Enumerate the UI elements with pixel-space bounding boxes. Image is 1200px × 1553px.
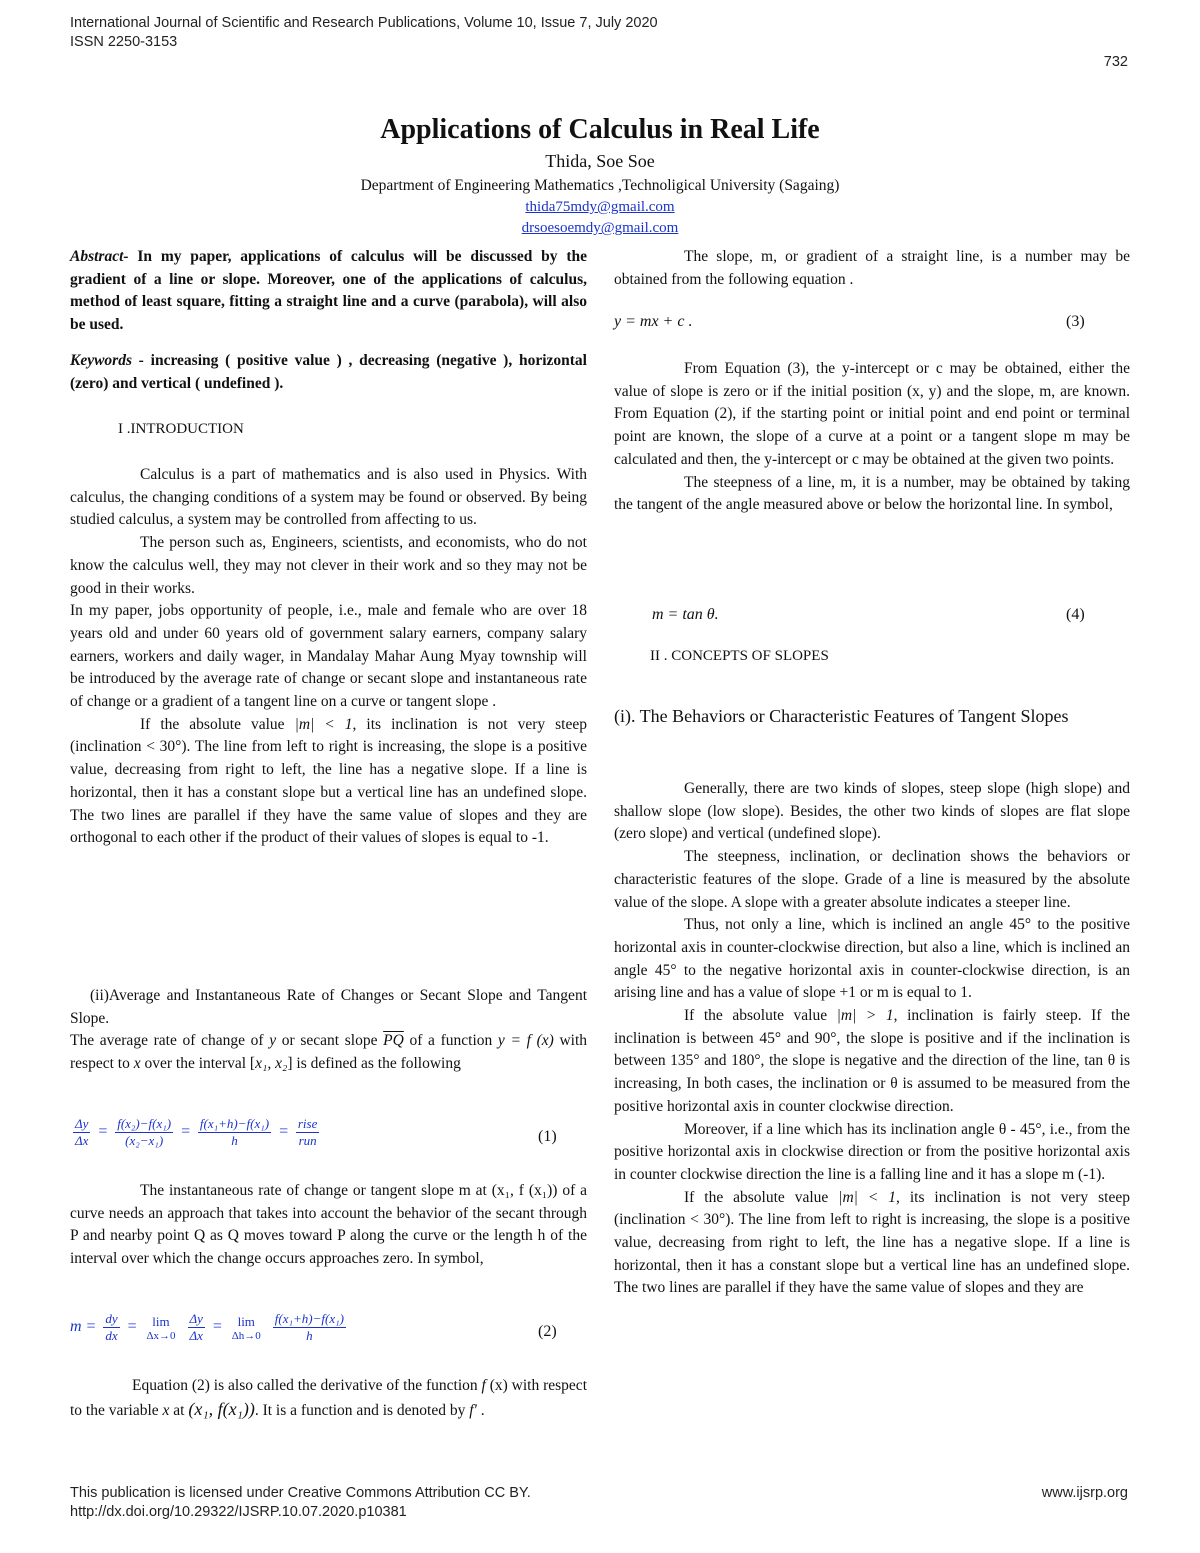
eq-number-4: (4) xyxy=(1066,606,1085,623)
keywords-text: increasing ( positive value ) , decreasing (negative ), horizontal (zero) and vertical ( undefined ). xyxy=(70,352,587,392)
section-average: (ii)Average and Instantaneous Rate of Changes or Secant Slope and Tangent Slope. xyxy=(70,987,587,1027)
instantaneous-paragraph xyxy=(70,1180,587,1271)
intro-paragraph-3: In my paper, jobs opportunity of people, i.e., male and female who are over 18 years old and under 60 years old of government salary earners, company salary earners, workers and daily wager, in Mandalay Mahar Aung Myay township will be introduced by the average rate of change or secant slope and instantaneous rate of change or a gradient of a tangent line on a curve or tangent slope . xyxy=(70,602,587,711)
p4-end: , its inclination is not very steep (inclination < 30°). The line from left to right is increasing, the slope is a positive value, decreasing from right to left, the line has a negative slope. If a line is horizontal, then it has a constant slope but a vertical line has an undefined slope. The two lines are parallel if they have the same value of slopes and they are orthogonal to each other if the product of their values of slopes is equal to -1. xyxy=(70,715,587,847)
r7-b: , inclination is fairly steep. If the inclination is between 45° and 90°, the slope is positive and if the inclination is between 135° and 180°, the slope is negative and the direction of the line, tan θ is increasing, In both cases, the inclination or θ is assumed to be measured from the positive horizontal axis in counter clockwise direction. xyxy=(614,1007,1130,1115)
equation-4: m = tan θ. xyxy=(652,606,719,623)
derivative-paragraph xyxy=(70,1375,587,1422)
eq2-lim1-sub: Δx→0 xyxy=(146,1329,176,1342)
abstract xyxy=(70,246,587,337)
var-fx: y = f (x) xyxy=(497,1032,554,1050)
abstract-text: In my paper, applications of calculus will be discussed by the gradient of a line or slope. Moreover, one of the applications of calculus, method of least square, fitting a straight line and a curve (parabola), will also be used. xyxy=(70,248,587,334)
var-fprime: f′ xyxy=(469,1401,477,1419)
r1: The slope, m, or gradient of a straight line, is a number may be obtained from the following equation . xyxy=(614,248,1130,288)
paper-title: Applications of Calculus in Real Life xyxy=(380,114,820,145)
p6: The instantaneous rate of change or tangent slope m at (x₁, f (x₁)) of a curve needs an approach that takes into account the behavior of the secant through P and nearby point Q as Q moves toward P along the curve or the length h of the interval over which the change occurs approaches zero. In symbol, xyxy=(70,1182,587,1268)
section-concepts-of-slopes: II . CONCEPTS OF SLOPES xyxy=(650,648,829,664)
r9-a: If the absolute value xyxy=(684,1188,839,1206)
email-link-2[interactable]: drsoesoemdy@gmail.com xyxy=(521,220,679,236)
p5-e: over the interval [ xyxy=(140,1055,256,1073)
section-behaviors: (i). The Behaviors or Characteristic Features of Tangent Slopes xyxy=(614,706,1069,726)
authors: Thida, Soe Soe xyxy=(545,151,655,171)
keywords xyxy=(70,350,587,395)
page-number: 732 xyxy=(1103,54,1128,70)
abs-m-gt1: |m| > 1 xyxy=(836,1007,894,1025)
email-1-line xyxy=(0,199,1200,216)
r4: Generally, there are two kinds of slopes, steep slope (high slope) and shallow slope (low slope). Besides, the other two kinds of slopes are flat slope (zero slope) and vertical (undefined slope). xyxy=(614,780,1130,843)
eq1-den-3: h xyxy=(231,1133,238,1148)
email-2-line xyxy=(0,220,1200,237)
p4-start: If the absolute value xyxy=(140,715,295,733)
p5-d: with respect to xyxy=(70,1032,588,1073)
eq2-dx: dx xyxy=(105,1328,118,1343)
p7: Equation (2) is also called the derivative of the function f (x) with respect to the variable x at (x₁, f(x₁)). It is a function and is denoted by f′ . xyxy=(70,1377,587,1419)
intro-body xyxy=(70,464,587,850)
equation-1: $\frac{\Delta y}{\Delta x}$ = $\frac{\text{f(x₂)−f(x₁)}}{\text{(x₂−x₁)}}$ = $\frac{\text{f(x₁+h)−f(x₁)}}{h}$ = $\frac{\text{rise}}{\text{run}}$ xyxy=(75,1116,318,1148)
eq1-den-run: run xyxy=(298,1133,317,1148)
average-rate-section xyxy=(70,985,587,1076)
p7-d: . It is a function and is denoted by xyxy=(254,1401,470,1419)
y-intercept-paragraph xyxy=(614,358,1130,517)
abs-m-lt1-2: |m| < 1 xyxy=(838,1188,897,1206)
average-paragraph xyxy=(70,1030,587,1075)
var-y: y xyxy=(269,1032,277,1050)
p7-c: at xyxy=(169,1401,189,1419)
p5-a: The average rate of change of xyxy=(70,1032,270,1050)
eq2-dy2: Δy xyxy=(189,1311,203,1326)
var-f: f xyxy=(481,1377,486,1394)
eq1-num-dy: Δy xyxy=(75,1116,89,1131)
equation-3: y = mx + c . xyxy=(614,313,693,330)
eq-number-1: (1) xyxy=(538,1128,557,1145)
var-point: (x₁, f(x₁)) xyxy=(188,1398,255,1419)
section-introduction: I .INTRODUCTION xyxy=(118,421,244,437)
intro-paragraph-1: Calculus is a part of mathematics and is also used in Physics. With calculus, the changing conditions of a system may be found or observed. By being studied calculus, a system may be controlled from affecting to us. xyxy=(70,466,587,529)
keywords-label: Keywords - xyxy=(70,352,144,369)
var-pq: $\overline{PQ}$ xyxy=(383,1032,404,1050)
intro-paragraph-4 xyxy=(70,714,587,850)
equation-2: m = $\frac{dy}{dx}$ = lim Δx→0 $\frac{\Delta y}{\Delta x}$ = lim Δh→0 $\frac{\text{f(x₁+h)−f(x₁)}}{h}$ xyxy=(70,1311,344,1343)
eq2-m: m = xyxy=(70,1318,97,1336)
var-x-2: x xyxy=(162,1401,170,1419)
intro-paragraph-2: The person such as, Engineers, scientists, and economists, who do not know the calculus well, they may not clever in their work and so they may not be good in their works. xyxy=(70,534,587,597)
r5: The steepness, inclination, or declination shows the behaviors or characteristic features of the slope. Grade of a line is measured by the absolute value of the slope. A slope with a greater absolute indicates a steeper line. xyxy=(614,848,1130,911)
eq2-dx2: Δx xyxy=(189,1328,203,1343)
eq-number-3: (3) xyxy=(1066,313,1085,330)
behaviors-body xyxy=(614,778,1130,1300)
var-interval: x₁, x₂ xyxy=(255,1055,288,1073)
footer-license xyxy=(70,1484,531,1522)
email-link-1[interactable]: thida75mdy@gmail.com xyxy=(525,199,675,215)
eq2-lim2-sub: Δh→0 xyxy=(231,1329,261,1342)
eq1-num-2: f(x₂)−f(x₁) xyxy=(117,1116,172,1131)
abs-m-lt1: |m| < 1 xyxy=(294,715,353,733)
eq1-num-rise: rise xyxy=(297,1116,318,1131)
p5-c: of a function xyxy=(403,1032,498,1050)
p5-b: or secant slope xyxy=(276,1032,384,1050)
r9 xyxy=(614,1187,1130,1301)
p5-f: ] is defined as the following xyxy=(287,1055,461,1073)
journal-header xyxy=(70,14,658,52)
r8: Moreover, if a line which has its inclination angle θ - 45°, i.e., from the positive horizontal axis in clockwise direction or from the positive horizontal axis in counter clockwise direction the line is a falling line and it has a slope m (-1). xyxy=(614,1120,1130,1183)
department: Department of Engineering Mathematics ,Technoligical University (Sagaing) xyxy=(360,177,840,194)
eq2-den3: h xyxy=(306,1328,313,1343)
p7-a: Equation (2) is also called the derivative of the function xyxy=(132,1377,482,1394)
p7-b: (x) with respect to the variable xyxy=(70,1377,587,1419)
slope-definition xyxy=(614,246,1130,291)
journal-title: International Journal of Scientific and Research Publications, Volume 10, Issue 7, July 2020 xyxy=(70,15,658,31)
r6: Thus, not only a line, which is inclined an angle 45° to the positive horizontal axis in counter-clockwise direction, but also a line, which is inclined an angle 45° to the negative horizontal axis in counter-clockwise direction, is an arising line and has a value of slope +1 or m is equal to 1. xyxy=(614,916,1130,1002)
eq-number-2: (2) xyxy=(538,1323,557,1340)
r7 xyxy=(614,1005,1130,1119)
r2: From Equation (3), the y-intercept or c may be obtained, either the value of slope is zero or if the initial position (x, y) and the slope, m, are known. From Equation (2), if the starting point or initial point and end point or terminal point are known, the slope of a curve at a point or a tangent slope m may be calculated and then, the y-intercept or c may be obtained at the given two points. xyxy=(614,360,1130,468)
eq2-dy: dy xyxy=(105,1311,118,1326)
doi-link[interactable]: http://dx.doi.org/10.29322/IJSRP.10.07.2020.p10381 xyxy=(70,1504,407,1520)
eq1-num-3: f(x₁+h)−f(x₁) xyxy=(199,1116,270,1131)
var-x: x xyxy=(133,1055,141,1073)
r3: The steepness of a line, m, it is a number, may be obtained by taking the tangent of the angle measured above or below the horizontal line. In symbol, xyxy=(614,473,1130,514)
abstract-label: Abstract- xyxy=(70,248,129,265)
eq2-num3: f(x₁+h)−f(x₁) xyxy=(274,1311,344,1326)
r7-a: If the absolute value xyxy=(684,1007,837,1025)
issn: ISSN 2250-3153 xyxy=(70,34,178,50)
footer-site[interactable]: www.ijsrp.org xyxy=(1041,1485,1128,1501)
r9-b: , its inclination is not very steep (inclination < 30°). The line from left to right is increasing, the slope is a positive value, decreasing from right to left, the line has a negative slope. If a line is horizontal, then it has a constant slope but a vertical line has an undefined slope. The two lines are parallel if they have the same value of slopes and they are xyxy=(614,1188,1130,1297)
eq2-lim2: lim xyxy=(237,1313,255,1329)
eq1-den-2: (x₂−x₁) xyxy=(125,1133,164,1148)
license-text: This publication is licensed under Creative Commons Attribution CC BY. xyxy=(70,1485,531,1501)
eq2-lim1: lim xyxy=(152,1313,170,1329)
eq1-den-dx: Δx xyxy=(75,1133,89,1148)
